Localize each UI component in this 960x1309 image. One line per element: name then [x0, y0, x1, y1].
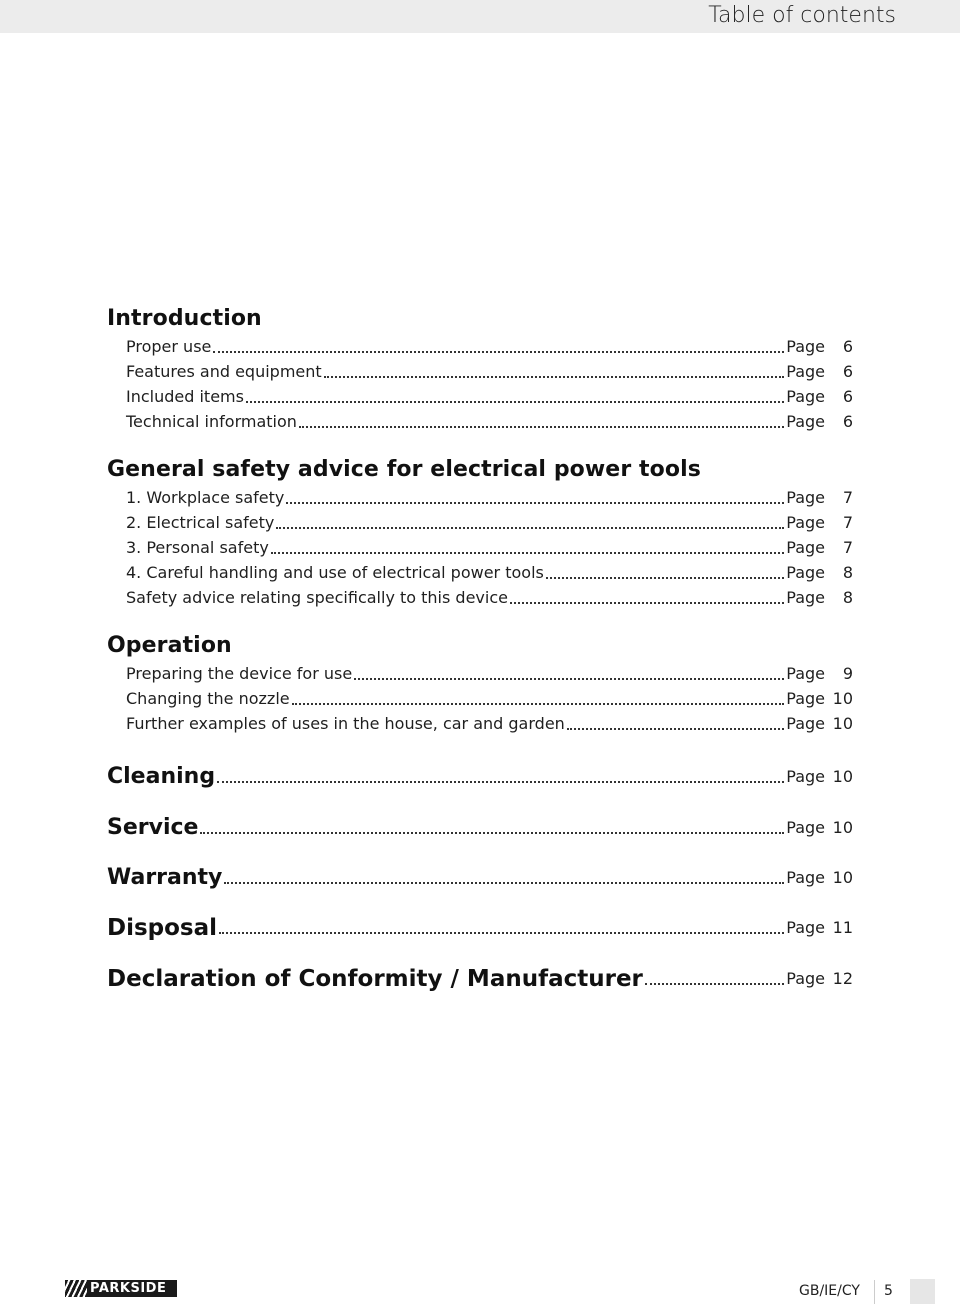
page-word: Page: [786, 767, 825, 786]
page-number: 8: [842, 588, 853, 607]
page-word: Page: [786, 868, 825, 887]
toc-entry-label: Changing the nozzle: [126, 689, 290, 708]
page-number: 9: [842, 664, 853, 683]
header-bar: [0, 0, 960, 33]
toc-entry-label: Disposal: [107, 915, 218, 941]
page-word: Page: [786, 412, 825, 431]
page-number: 10: [832, 868, 853, 887]
page-number: 6: [842, 362, 853, 381]
toc-entry-label: Further examples of uses in the house, car and garden: [126, 714, 565, 733]
dot-leader: [645, 983, 784, 985]
dot-leader: [217, 781, 784, 783]
toc-entry-label: Declaration of Conformity / Manufacturer: [107, 966, 643, 992]
dot-leader: [276, 527, 784, 529]
toc-entry-label: Warranty: [107, 865, 223, 890]
page-word: Page: [786, 664, 825, 683]
page-number: 11: [832, 918, 853, 937]
page-number: 12: [832, 969, 853, 988]
page-number: 10: [832, 714, 853, 733]
toc-entry-label: 4. Careful handling and use of electrical power tools: [126, 563, 544, 582]
toc-entry-service[interactable]: [107, 809, 853, 839]
page-number: 7: [842, 538, 853, 557]
toc-entry-label: Preparing the device for use: [126, 664, 353, 683]
toc-entry-label: Features and equipment: [126, 362, 322, 381]
page-number: 6: [842, 412, 853, 431]
page-word: Page: [786, 689, 825, 708]
toc-entry-label: Service: [107, 815, 199, 840]
page-word: Page: [786, 362, 825, 381]
section-title-general-safety: General safety advice for electrical power tools: [107, 457, 701, 482]
toc-entry[interactable]: [126, 663, 853, 685]
logo-stripes-icon: [65, 1280, 87, 1297]
page-title: Table of contents: [708, 3, 896, 28]
page-number: 6: [842, 387, 853, 406]
page-number: 8: [842, 563, 853, 582]
toc-entry-cleaning[interactable]: [107, 758, 853, 788]
section-title-operation: Operation: [107, 633, 232, 658]
toc-entry-label: 2. Electrical safety: [126, 513, 275, 532]
dot-leader: [546, 577, 784, 579]
page-number: 10: [832, 689, 853, 708]
dot-leader: [219, 932, 784, 934]
page-number: 10: [832, 767, 853, 786]
logo-text: PARKSIDE: [90, 1281, 167, 1296]
dot-leader: [213, 351, 784, 353]
page-number: 7: [842, 513, 853, 532]
dot-leader: [354, 678, 784, 680]
toc-entry[interactable]: [126, 587, 853, 609]
page-word: Page: [786, 337, 825, 356]
toc-entry[interactable]: [126, 537, 853, 559]
page-word: Page: [786, 387, 825, 406]
page-word: Page: [786, 563, 825, 582]
page-word: Page: [786, 488, 825, 507]
toc-entry[interactable]: [126, 411, 853, 433]
page-word: Page: [786, 538, 825, 557]
page-number: 7: [842, 488, 853, 507]
toc-entry-label: Safety advice relating specifically to this device: [126, 588, 508, 607]
dot-leader: [271, 552, 784, 554]
toc-entry-label: Proper use: [126, 337, 212, 356]
toc-entry[interactable]: [126, 487, 853, 509]
dot-leader: [299, 426, 784, 428]
toc-entry[interactable]: [126, 688, 853, 710]
region-code: GB/IE/CY: [799, 1283, 860, 1299]
toc-entry-label: Cleaning: [107, 764, 216, 789]
dot-leader: [200, 832, 784, 834]
toc-entry-label: 1. Workplace safety: [126, 488, 285, 507]
toc-entry-label: Technical information: [126, 412, 297, 431]
toc-entry-declaration[interactable]: [107, 960, 853, 990]
dot-leader: [567, 728, 784, 730]
toc-entry[interactable]: [126, 386, 853, 408]
page-word: Page: [786, 969, 825, 988]
dot-leader: [292, 703, 785, 705]
page-word: Page: [786, 818, 825, 837]
toc-entry[interactable]: [126, 562, 853, 584]
toc-entry[interactable]: [126, 336, 853, 358]
page-number: 10: [832, 818, 853, 837]
dot-leader: [286, 502, 784, 504]
toc-entry[interactable]: [126, 713, 853, 735]
toc-entry-disposal[interactable]: [107, 909, 853, 939]
footer-divider: [874, 1280, 875, 1304]
page-number-footer: 5: [884, 1283, 893, 1299]
dot-leader: [510, 602, 784, 604]
page-number: 6: [842, 337, 853, 356]
toc-entry[interactable]: [126, 512, 853, 534]
page-word: Page: [786, 588, 825, 607]
dot-leader: [324, 376, 785, 378]
toc-entry-warranty[interactable]: [107, 859, 853, 889]
toc-entry[interactable]: [126, 361, 853, 383]
section-title-introduction: Introduction: [107, 306, 262, 331]
page-word: Page: [786, 714, 825, 733]
footer-tab-marker: [910, 1279, 935, 1304]
dot-leader: [246, 401, 784, 403]
parkside-logo: [65, 1280, 177, 1297]
page-word: Page: [786, 918, 825, 937]
page-word: Page: [786, 513, 825, 532]
toc-entry-label: 3. Personal safety: [126, 538, 269, 557]
dot-leader: [224, 882, 784, 884]
toc-entry-label: Included items: [126, 387, 244, 406]
